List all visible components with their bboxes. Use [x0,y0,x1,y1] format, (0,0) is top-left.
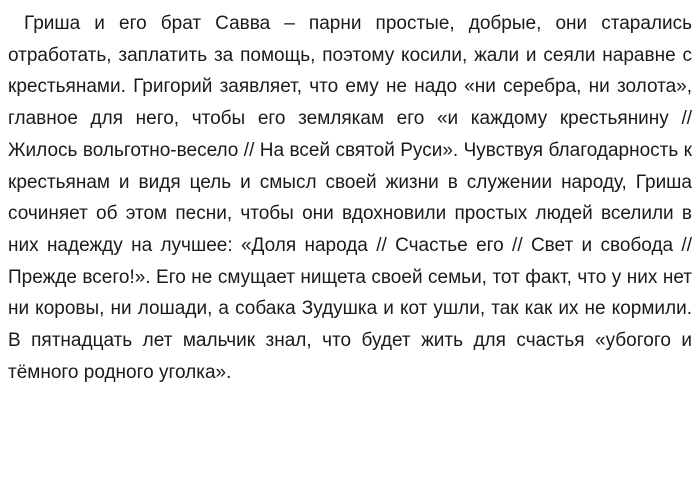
document-page [8,8,692,388]
body-paragraph: Гриша и его брат Савва – парни простые, добрые, они старались отработать, заплатить за помощь, поэтому косили, жали и сеяли наравне с крестьянами. Григорий заявляет, что ему не надо «ни серебра, ни золота», главное для него, чтобы его землякам его «и каждому крестьянину // Жилось вольготно-весело // На всей святой Руси». Чувствуя благодарность к крестьянам и видя цель и смысл своей жизни в служении народу, Гриша сочиняет об этом песни, чтобы они вдохновили простых людей вселили в них надежду на лучшее: «Доля народа // Счастье его // Свет и свобода // Прежде всего!». Его не смущает нищета своей семьи, тот факт, что у них нет ни коровы, ни лошади, а собака Зудушка и кот ушли, так как их не кормили. В пятнадцать лет мальчик знал, что будет жить для счастья «убогого и тёмного родного уголка». [8,13,692,383]
